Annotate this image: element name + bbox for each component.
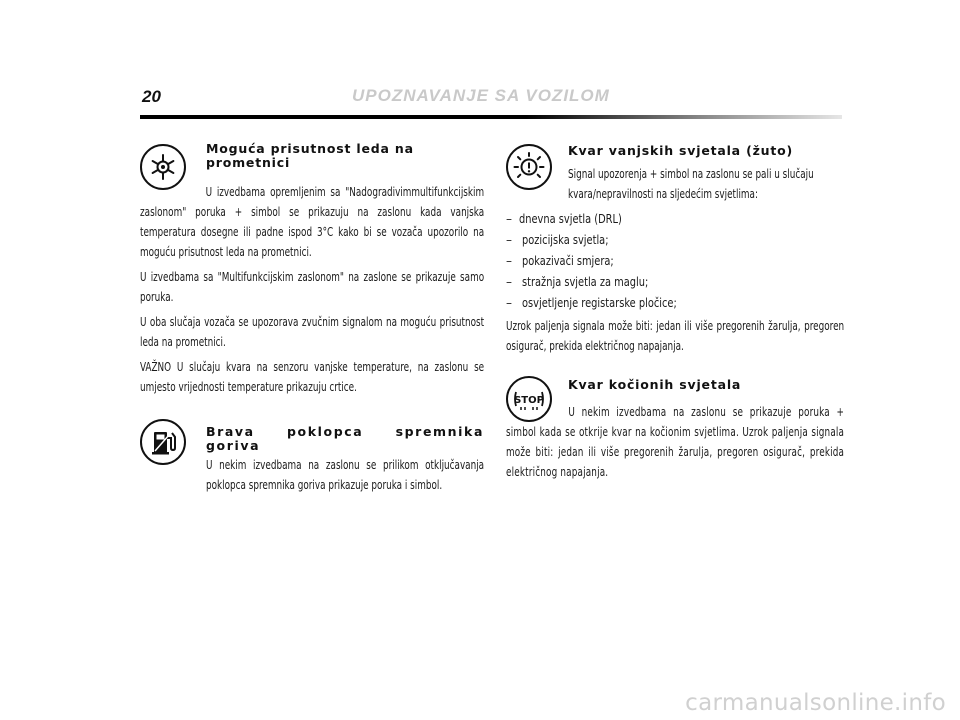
header-rule [140,115,842,119]
list-item: – osvjetljenje registarske pločice; [506,296,677,310]
fuel-pump-icon [140,419,186,465]
paragraph: U oba slučaja vozača se upozorava zvučnim signalom na moguću prisutnost leda na prometnici. [140,315,485,349]
right-column [506,138,844,487]
paragraph: Uzrok paljenja signala može biti: jedan ili više pregorenih žarulja, pregoren osigurač, prekida električnog napajanja. [506,319,845,353]
watermark: carmanualsonline.info [685,690,946,716]
paragraph: U nekim izvedbama na zaslonu se prikazuje poruka + simbol kada se otkrije kvar na kočionim svjetlima. Uzrok paljenja signala može biti: jedan ili više pregorenih žarulja, pregoren osigurač, prekida električnog napajanja. [506,405,845,479]
paragraph: U nekim izvedbama na zaslonu se prilikom otključavanja poklopca spremnika goriva prikazuje poruka i simbol. [206,458,485,492]
exterior-light-fault-icon [506,144,552,190]
list-item: – stražnja svjetla za maglu; [506,275,649,289]
paragraph: Signal upozorenja + simbol na zaslonu se pali u slučaju kvara/nepravilnosti na sljedećim svjetlima: [568,167,814,201]
page-number: 20 [142,87,161,106]
list-item: – dnevna svjetla (DRL) [506,212,622,226]
paragraph: VAŽNO U slučaju kvara na senzoru vanjske temperature, na zaslonu se umjesto vrijednosti temperature prikazuju crtice. [140,360,485,394]
left-column [140,138,484,500]
section-title-ice: Moguća prisutnost leda na prometnici [206,141,414,170]
svg-text:STOP: STOP [514,395,544,406]
section-title-lights: Kvar vanjskih svjetala (žuto) [568,143,794,158]
paragraph: U izvedbama opremljenim sa "Nadogradivimmultifunkcijskim zaslonom" poruka + simbol se prikazuju na zaslonu kada vanjska temperatura dosegne ili padne ispod 3°C kako bi se vozača upozorilo na moguću prisutnost leda na prometnici. [140,185,485,259]
list-item: – pozicijska svjetla; [506,233,609,247]
section-ice [140,138,484,397]
section-brake [506,376,844,482]
section-title-fuel: Brava poklopca spremnika goriva [206,424,484,453]
list-item: – pokazivači smjera; [506,254,614,268]
section-title-brake: Kvar kočionih svjetala [568,377,742,392]
running-title: UPOZNAVANJE SA VOZILOM [352,86,610,105]
paragraph: U izvedbama sa "Multifunkcijskim zaslonom" na zaslone se prikazuje samo poruka. [140,270,485,304]
section-fuel [140,419,484,495]
section-lights [506,138,844,356]
light-list [506,209,844,314]
